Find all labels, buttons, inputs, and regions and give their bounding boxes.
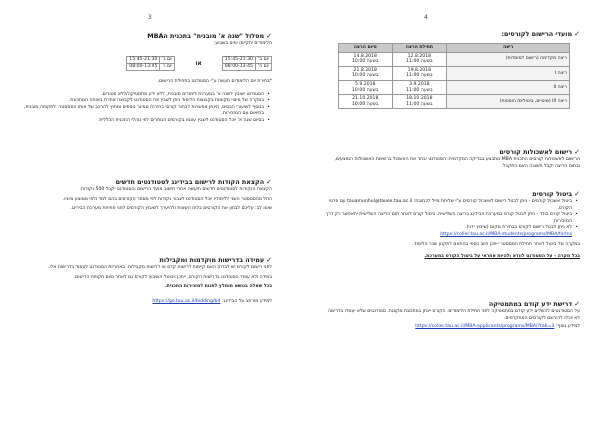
priority-text-2: החל מהסמסטר השני ללימודיו יוכל הסטודנט לצבור נקודות לפי מספר הקורסים בהם למד ולפי ממוצע ציוניו. xyxy=(62,196,272,202)
schedule-note: *בחירת יום הלימודים תעשה ע"י הסטודנט בתחילת הרישום. xyxy=(157,79,272,84)
page-number: 4 xyxy=(424,14,428,21)
checkmark-icon: ✓ xyxy=(574,190,580,198)
table-row: ריצה מקדימה (רישום למוסדות) 12.8.2018 בשעה 11:00 14.8.2018 בשעה 10:00 xyxy=(339,52,570,66)
schedule-table-b: יום ג' 15:45-21:30 יום ו' 08:00-13:45 xyxy=(126,56,175,71)
cancel-forms xyxy=(324,232,572,239)
list-item: • בנוסף לשיעורי הבסיס, תינתן אפשרות לבחור קורסי בחירה/ סמינר נוספים ומחוץ להרכב של אותו הסמסטר. לתקופה מובנית, בתיאום עם המזכירות. xyxy=(18,105,264,118)
math-title: ✓דרישת ידע קודם במתמטיקה xyxy=(488,300,580,308)
table-row: ריצה I 19.8.2018 בשעה 11:00 21.8.2018 בשעה 10:00 xyxy=(339,66,570,80)
schedule-table-a: יום ב' 15:45-21:30 יום ה' 08:00-13:45 xyxy=(222,56,272,71)
checkmark-icon: ✓ xyxy=(266,256,272,264)
checkmark-icon: ✓ xyxy=(266,178,272,186)
cancel-list xyxy=(324,199,580,232)
math-info: למידע נוסף: https://coller.tau.ac.il/MBA-applicants/programs/MBA/?tab=3 xyxy=(415,324,580,330)
list-item: • במקרה של מיצוי מקומות בקבוצות הלימוד ניתן לשבץ את הסטודנט לקבוצה אחרת באותה המתכונת. xyxy=(18,98,264,105)
track-title: ✓מסלול "שנה א' מובנית" בתכנית הMBA xyxy=(147,32,272,40)
list-item: • לא ניתן לבטל רישום לקורס בבחירת מקום (שיבוץ ידני). xyxy=(324,225,572,232)
checkmark-icon: ✓ xyxy=(574,30,580,38)
track-bullets xyxy=(18,92,272,125)
list-item: • ביטול קורס בודד - ניתן לבטל קורס במערכת הבידינג בריצה השלישית. ביטול קורס לאחר תום הריצה השלישית יתאפשר רק דרך המזכירות. xyxy=(324,212,572,225)
cancel-warning: בכל מקרה - על הסטודנט לוודא ולהיות אחראי על ביטול הקורס במערכת. xyxy=(424,254,580,260)
list-item: • הסטודנט ישובץ לשנה א' במערכת לימודים מובנית, ללא ידע מתמטיקה/ללא פטורים. xyxy=(18,92,264,99)
math-info-link[interactable]: https://coller.tau.ac.il/MBA-applicants/programs/MBA/?tab=3 xyxy=(415,324,555,330)
math-text: על הסטודנטים להשלים ידע קודם במתמטיקה לפני תחילת הלימודים. הקורס יינתן במתכונת מקוונת. סטודנטים שלא יעמדו בדרישה לא יוכלו להירשם לקורסים המתקדמים. xyxy=(328,309,580,321)
page-4 xyxy=(300,0,600,424)
page-number: 3 xyxy=(148,14,152,21)
table-row: ריצה II 3.9.2018 בשעה 11:00 5.9.2018 בשעה 10:00 xyxy=(339,80,570,94)
standing-text-2: במידה ולא עומד הסטודנט בדרישות הקורס, ייתכן ויבוטל השיבוץ לקורס גם לאחר סיום תקופת הרישום. xyxy=(73,274,272,280)
checkmark-icon: ✓ xyxy=(574,148,580,156)
track-intro: הלימודים יתקיימו ימים בשבוע: xyxy=(213,41,272,46)
bidding-guide-link[interactable]: https://go.tau.ac.il/bidding/bd xyxy=(152,298,221,304)
schedule-options xyxy=(18,56,272,71)
table-header-row: ריצה תחילת הרצה סיום הרצה xyxy=(339,44,570,53)
standing-text: לפני רישום לקורס יש לבדוק האם קיימות דרישות קדם או דרישות מקבילות. באחריות הסטודנט לעמוד בדרישות אלו. xyxy=(47,265,272,270)
standing-text-3: בכל שאלה בנושא מומלץ לפנות למזכירות התכנית. xyxy=(164,284,272,290)
priority-title: ✓הקצאת הקודות לרישום בבידינג לסטודנטים חדשים xyxy=(115,178,272,186)
registration-dates-table xyxy=(338,43,570,109)
reg-title: ✓רישום לאשכולות קורסים xyxy=(499,148,580,156)
dates-title: ✓מועדי הרישום לקורסים: xyxy=(501,30,580,38)
cancel-note: במקרה של ביטול לאחר תחילת הסמסטר ייתכן חיוב כספי בהתאם לתקנון שכר הלימוד. xyxy=(412,241,580,247)
checkmark-icon: ✓ xyxy=(574,300,580,308)
list-item: • ביטול אשכול קורסים - ניתן לבטל רישום לאשכול קורסים ע"י שליחת מייל לכתובת: tauamunhul@tauex.tau.ac.il עם פרטי הקורס. xyxy=(324,199,572,212)
standing-title: ✓עמידה בדרישות מוקדמות ומקבילות xyxy=(159,256,272,264)
schedule-or: או xyxy=(195,59,202,67)
reg-text: הרישום לאשכולות קורסים התכנית MBA מתבצע בבדיקה המקדמית. הסטודנט יבחר את האשכול ברשימת האשכולות המוצעים, ובתום הריצה יקבל תשובה האם התקבל. xyxy=(334,157,580,169)
bidding-guide: למידע מורחב על הבידינג: https://go.tau.ac.il/bidding/bd xyxy=(152,298,272,304)
checkmark-icon: ✓ xyxy=(266,32,272,40)
priority-text: הקצאת הנקודות לסטודנטים חדשים תיעשה אחרי חישוב מועד הרישום והסטודנט יקבל 500 נקודות. xyxy=(79,187,272,192)
priority-text-3: שימו לב: עליכם לבחון את הקורסים בלוח השעות ולהיערך לשיבוץ הקורסים לפני פתיחת מערכת הבידינג. xyxy=(70,206,272,212)
cancel-forms-link[interactable]: https://coller.tau.ac.il/MBA-students/programs/MBA/forms xyxy=(440,231,572,237)
list-item: • בסיום שנה א' יוכל הסטודנט לשבץ עצמו בקורסים הנותרים לפי נוהלי התכנית הכללית. xyxy=(18,118,264,125)
cancel-title: ✓ביטול קורסים xyxy=(532,190,580,198)
table-row: ריצה III (שינויים, ביטולים/ הוספות) 18.10.2018 בשעה 11:00 21.10.2018 בשעה 10:00 xyxy=(339,95,570,109)
